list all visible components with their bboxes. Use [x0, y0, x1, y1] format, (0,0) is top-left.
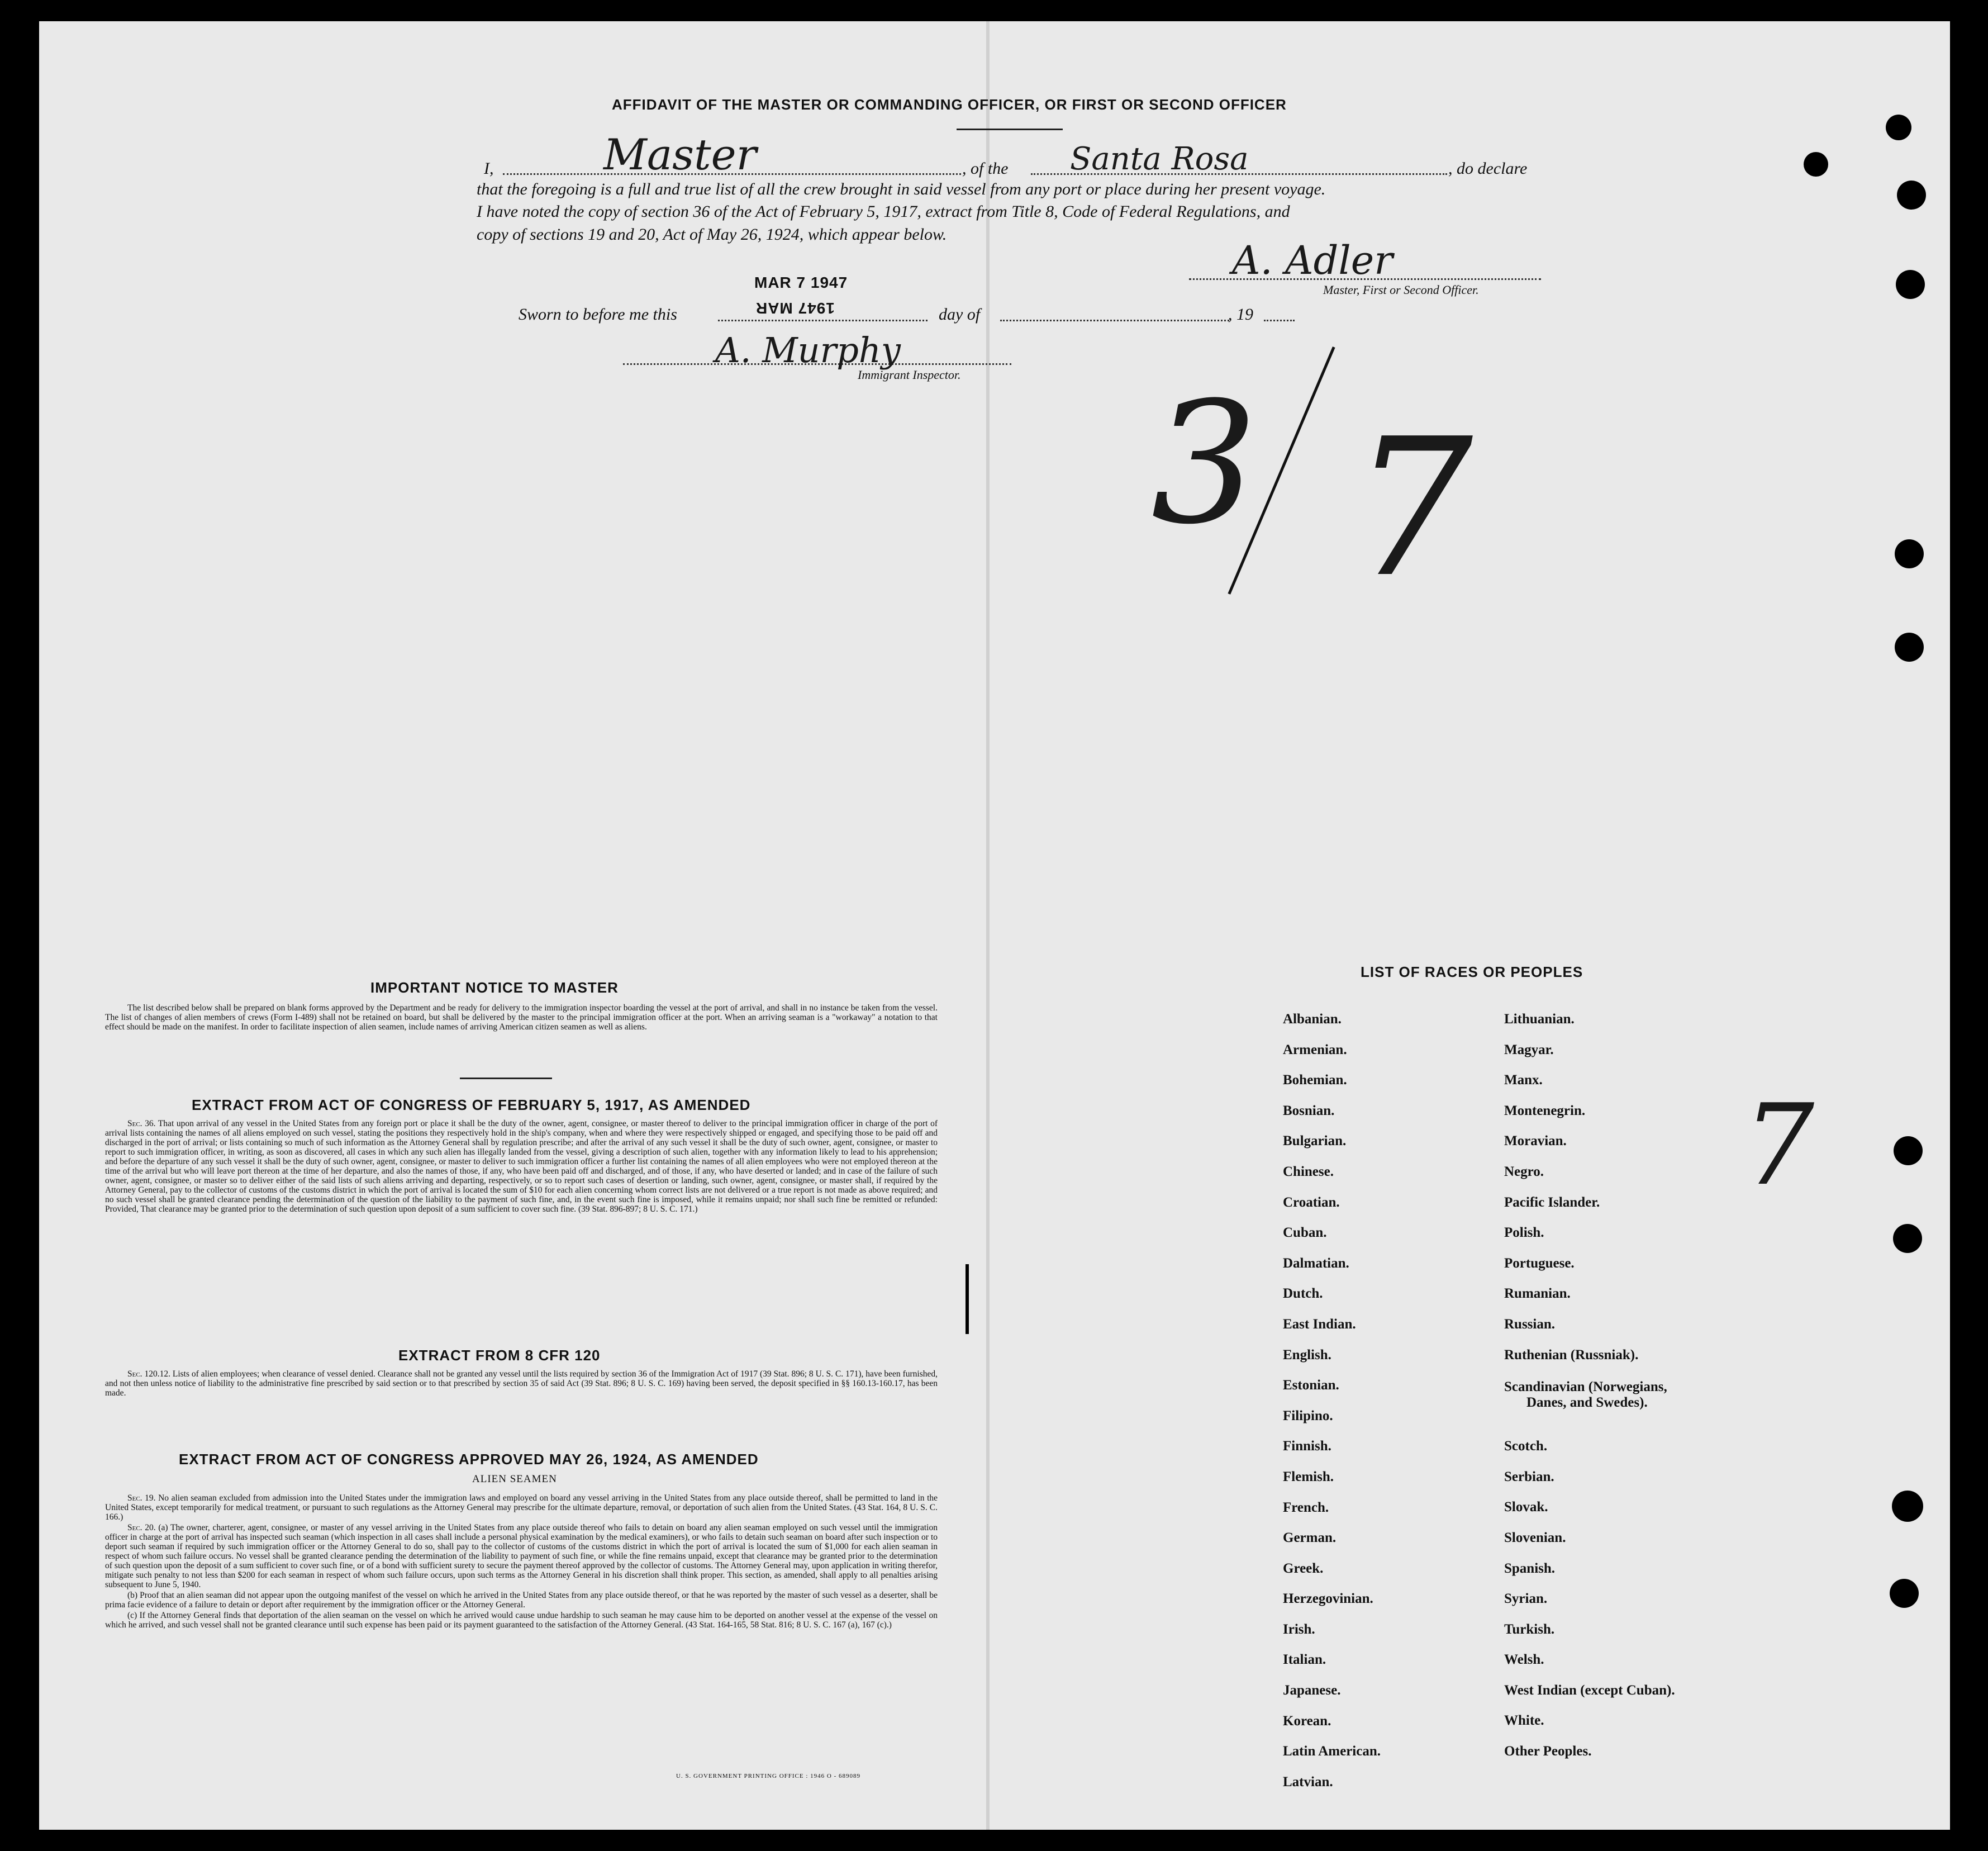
race-item: Irish.: [1283, 1621, 1315, 1637]
punch-hole: [1896, 270, 1925, 299]
title-rule: [957, 129, 1063, 130]
race-item: Danes, and Swedes).: [1526, 1395, 1648, 1411]
date-stamp: MAR 7 1947: [754, 274, 848, 291]
year-line: [1264, 320, 1295, 321]
race-item: Albanian.: [1283, 1012, 1342, 1027]
sec-120-label: Sec. 120.12.: [127, 1369, 170, 1379]
notice-title: IMPORTANT NOTICE TO MASTER: [370, 979, 619, 996]
punch-hole: [1890, 1579, 1919, 1608]
day-of-label: day of: [939, 305, 981, 324]
handwritten-numerator: 3: [1151, 366, 1258, 561]
race-item: Portuguese.: [1504, 1255, 1575, 1271]
punch-hole: [1895, 539, 1924, 568]
race-item: Chinese.: [1283, 1164, 1334, 1179]
race-item: Slovak.: [1504, 1499, 1548, 1515]
punch-hole: [1804, 152, 1828, 177]
sworn-day-line: [718, 320, 928, 321]
race-item: Scandinavian (Norwegians,: [1504, 1379, 1667, 1395]
race-item: Scotch.: [1504, 1439, 1548, 1454]
race-item: Bohemian.: [1283, 1072, 1347, 1088]
extract-1917-body: [105, 1119, 938, 1215]
race-item: French.: [1283, 1499, 1329, 1515]
affidavit-title: AFFIDAVIT OF THE MASTER OR COMMANDING OFFICER, OR FIRST OR SECOND OFFICER: [612, 96, 1287, 113]
printer-imprint: U. S. GOVERNMENT PRINTING OFFICE : 1946 O - 689089: [676, 1773, 861, 1779]
race-item: Rumanian.: [1504, 1286, 1571, 1302]
race-item: Latin American.: [1283, 1744, 1381, 1759]
race-item: Latvian.: [1283, 1774, 1333, 1790]
sec-36-label: Sec. 36.: [127, 1119, 156, 1128]
race-item: Syrian.: [1504, 1591, 1548, 1607]
race-item: White.: [1504, 1713, 1544, 1729]
extract-1917-title: EXTRACT FROM ACT OF CONGRESS OF FEBRUARY 5, 1917, AS AMENDED: [192, 1097, 751, 1113]
race-item: Italian.: [1283, 1652, 1326, 1668]
race-item: Other Peoples.: [1504, 1744, 1592, 1759]
race-item: Montenegrin.: [1504, 1103, 1586, 1118]
race-item: Dalmatian.: [1283, 1255, 1349, 1271]
extract-1924-body: [105, 1493, 938, 1631]
page-fold: [986, 21, 990, 1830]
race-item: Turkish.: [1504, 1621, 1555, 1637]
date-stamp-inverted: 1947 MAR: [755, 300, 835, 317]
sec-20c-text: (c) If the Attorney General finds that deportation of the alien seaman on the vessel on which he arrived would cause undue hardship to such seaman he may cause him to be deported on another vessel at the expense of the vessel on which he arrived, and such vessel shall not be granted clearance until such expense has been paid or its payment guaranteed to the satisfaction of the Attorney General. (43 Stat. 164-165, 58 Stat. 816; 8 U. S. C. 167 (a), 167 (c).): [105, 1611, 938, 1630]
races-right-column: [1504, 1004, 1675, 1767]
extract-1924-title: EXTRACT FROM ACT OF CONGRESS APPROVED MAY 26, 1924, AS AMENDED: [179, 1451, 759, 1468]
punch-hole: [1886, 115, 1911, 140]
inspector-caption: Immigrant Inspector.: [858, 368, 961, 382]
race-item: Spanish.: [1504, 1560, 1556, 1576]
handwritten-denominator: 7: [1352, 398, 1473, 619]
section-rule: [460, 1078, 552, 1079]
sworn-label: Sworn to before me this: [519, 305, 677, 324]
punch-hole: [1897, 181, 1926, 210]
race-item: Serbian.: [1504, 1469, 1554, 1484]
race-item: Finnish.: [1283, 1439, 1331, 1454]
notice-body: [105, 1003, 938, 1033]
race-item: Bosnian.: [1283, 1103, 1335, 1118]
race-item: Filipino.: [1283, 1408, 1333, 1423]
do-declare-label: , do declare: [1448, 159, 1528, 178]
race-item: Welsh.: [1504, 1652, 1544, 1668]
race-item: Ruthenian (Russniak).: [1504, 1347, 1639, 1363]
vessel-name-handwritten: Santa Rosa: [1070, 141, 1249, 177]
of-the-label: , of the: [962, 159, 1009, 178]
master-name-handwritten: Master: [603, 130, 757, 179]
punch-hole: [1892, 1491, 1923, 1522]
extract-cfr-body: [105, 1369, 938, 1399]
race-item: Slovenian.: [1504, 1530, 1566, 1545]
race-item: Bulgarian.: [1283, 1133, 1347, 1149]
race-item: English.: [1283, 1347, 1331, 1363]
master-caption: Master, First or Second Officer.: [1323, 283, 1479, 297]
sworn-month-line: [1000, 320, 1229, 321]
master-signature: A. Adler: [1232, 238, 1393, 283]
margin-handwritten-number: 7: [1743, 1080, 1815, 1211]
race-item: Magyar.: [1504, 1042, 1554, 1057]
year-prefix: , 19: [1228, 305, 1253, 324]
race-item: German.: [1283, 1530, 1337, 1546]
race-item: Dutch.: [1283, 1286, 1323, 1302]
race-item: Cuban.: [1283, 1225, 1327, 1241]
race-item: Russian.: [1504, 1316, 1556, 1332]
race-item: Greek.: [1283, 1560, 1324, 1576]
race-item: Japanese.: [1283, 1683, 1341, 1698]
race-item: Croatian.: [1283, 1194, 1340, 1210]
race-item: Negro.: [1504, 1164, 1544, 1179]
race-item: East Indian.: [1283, 1316, 1356, 1332]
affidavit-body-line2: I have noted the copy of section 36 of the Act of February 5, 1917, extract from Title 8, Code of Federal Regulations, and: [477, 202, 1290, 221]
inspector-signature: A. Murphy: [715, 330, 901, 371]
sec-20a-text: (a) The owner, charterer, agent, consignee, or master of any vessel arriving in the United States from any place outside thereof who fails to detain on board any alien seaman employed on such vessel until the immigration officer in charge at the port of arrival has inspected such seaman (which inspection in all cases shall include a personal physical examination by the medical examiners), or who fails to detain such seaman on board after such inspection or to deport such seaman if required by such immigration officer or the Attorney General to do so, shall pay to the collector of customs of the customs district in which the port of arrival is located the sum of $1,000 for each alien seaman in respect of whom such failure occurs. No vessel shall be granted clearance pending the determination of the liability to payment of such fine, or while the fine remains unpaid, except that clearance may be granted prior to the determination of such question upon the deposit of a sum sufficient to cover such fine, or of a bond with sufficient surety to secure the payment thereof approved by the collector of customs. The Attorney General may, upon application in writing therefor, mitigate such penalty to not less than $200 for each seaman in respect of whom such failure occurs, upon such terms as the Attorney General in his discretion shall think proper. This section, as amended, shall apply to all penalties arising subsequent to June 5, 1940.: [105, 1523, 938, 1589]
sec-20-label: Sec. 20.: [127, 1523, 156, 1532]
race-item: Lithuanian.: [1504, 1012, 1575, 1027]
i-label: I,: [484, 159, 494, 178]
punch-hole: [1893, 1224, 1922, 1253]
affidavit-body-line3: copy of sections 19 and 20, Act of May 26, 1924, which appear below.: [477, 225, 947, 244]
sec-19-text: No alien seaman excluded from admission into the United States under the immigration laws and employed on board any vessel arriving in the United States from any place outside thereof, shall be permitted to land in the United States, except temporarily for medical treatment, or pursuant to such regulations as the Attorney General may prescribe for the ultimate departure, removal, or deportation of such alien from the United States. (43 Stat. 164, 8 U. S. C. 166.): [105, 1493, 938, 1522]
race-item: Armenian.: [1283, 1042, 1347, 1057]
affidavit-body-line1: that the foregoing is a full and true list of all the crew brought in said vessel from any port or place during her present voyage.: [477, 180, 1326, 198]
race-item: West Indian (except Cuban).: [1504, 1682, 1675, 1698]
sec-20b-text: (b) Proof that an alien seaman did not appear upon the outgoing manifest of the vessel on which he arrived in the United States from any place outside thereof, or that he was reported by the master of such vessel as a deserter, shall be prima facie evidence of a failure to detain or deport after requirement by the immigration officer or the Attorney General.: [105, 1591, 938, 1610]
races-left-column: [1283, 1004, 1381, 1797]
punch-hole: [1895, 633, 1924, 662]
notice-paragraph: The list described below shall be prepared on blank forms approved by the Department and be ready for delivery to the immigration inspector boarding the vessel at the port of arrival, and shall in no instance be taken from the vessel. The list of changes of alien members of crews (Form I-489) shall not be retained on board, but shall be delivered by the master to the principal immigration officer at the port. When an arriving seaman is a "workaway" a notation to that effect should be made on the manifest. In order to facilitate inspection of alien seamen, include names of arriving American citizen seamen as well as aliens.: [105, 1003, 938, 1032]
margin-bracket-mark: [966, 1264, 969, 1334]
race-item: Estonian.: [1283, 1378, 1339, 1393]
punch-hole: [1894, 1136, 1923, 1165]
race-item: Herzegovinian.: [1283, 1591, 1373, 1607]
race-item: Pacific Islander.: [1504, 1194, 1600, 1210]
race-item: Korean.: [1283, 1713, 1331, 1729]
race-item: Manx.: [1504, 1072, 1543, 1088]
race-item: Moravian.: [1504, 1133, 1567, 1149]
race-item: Polish.: [1504, 1225, 1544, 1241]
alien-seamen-subtitle: ALIEN SEAMEN: [472, 1473, 557, 1485]
sec-36-text: That upon arrival of any vessel in the United States from any foreign port or place it shall be the duty of the owner, agent, consignee, or master thereof to deliver to the principal immigration officer in charge of the port of arrival lists containing the names of all aliens employed on such vessel, stating the positions they respectively hold in the ship's company, when and where they were respectively shipped or engaged, and specifying those to be paid off and discharged in the port of arrival; or lists containing so much of such information as the Attorney General shall by regulation prescribe; and after the arrival of any such vessel it shall be the duty of such owner, agent, consignee, or master to report to such immigration officer, in writing, as soon as discovered, all cases in which any such alien has illegally landed from the vessel, giving a description of such alien, together with any information likely to lead to his apprehension; and before the departure of any such vessel it shall be the duty of such owner, agent, consignee, or master to deliver to such immigration officer a further list containing the names of all alien employees who were not employed thereon at the time of the arrival but who will leave port thereon at the time of her departure, and also the names of those, if any, who have been paid off and discharged, and of those, if any, who have deserted or landed; and in case of the failure of such owner, agent, consignee, or master so to deliver either of the said lists of such aliens arriving and departing, respectively, or so to report such cases of desertion or landing, such owner, agent, consignee, or master shall, if required by the Attorney General, pay to the collector of customs of the customs district in which the port of arrival is located the sum of $10 for each alien concerning whom correct lists are not delivered or a true report is not made as above required; and no such vessel shall be granted clearance pending the determination of the question of the liability to the payment of such fine, and, in the event such fine is imposed, while it remains unpaid; nor shall such fine be remitted or refunded: Provided, That clearance may be granted prior to the determination of such question upon deposit of a sum sufficient to cover such fine. (39 Stat. 896-897; 8 U. S. C. 171.): [105, 1119, 938, 1214]
race-item: Flemish.: [1283, 1469, 1334, 1484]
races-title: LIST OF RACES OR PEOPLES: [1361, 964, 1583, 980]
sec-19-label: Sec. 19.: [127, 1493, 156, 1503]
extract-cfr-title: EXTRACT FROM 8 CFR 120: [398, 1347, 601, 1364]
sec-120-text: Lists of alien employees; when clearance of vessel denied. Clearance shall not be granted any vessel until the lists required by section 36 of the Immigration Act of 1917 (39 Stat. 896; 8 U. S. C. 171), have been furnished, and not then unless notice of liability to the administrative fine prescribed by said section or to that prescribed by section 35 of said Act (39 Stat. 896; 8 U. S. C. 169) having been served, the deposit specified in §§ 160.13-160.17, has been made.: [105, 1369, 938, 1398]
